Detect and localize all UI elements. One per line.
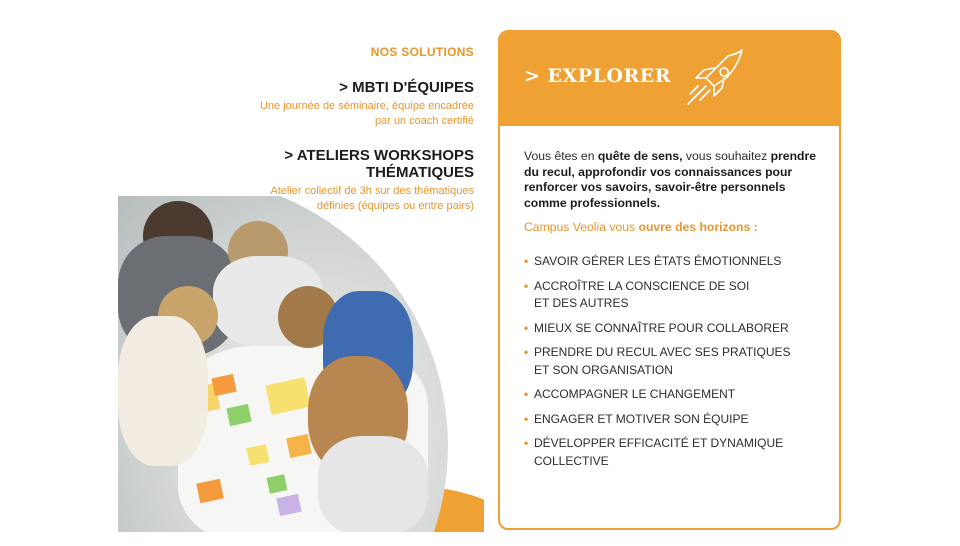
theme-line: ACCROÎTRE LA CONSCIENCE DE SOI — [534, 278, 750, 293]
solution-mbti — [114, 79, 474, 129]
card-header — [500, 32, 839, 126]
list-item — [524, 344, 824, 379]
bullet-icon: • — [524, 345, 529, 359]
theme-line: ET SON ORGANISATION — [534, 362, 673, 377]
theme-line: ACCOMPAGNER LE CHANGEMENT — [534, 387, 736, 401]
intro-text: vous souhaitez — [682, 149, 771, 163]
solutions-eyebrow: NOS SOLUTIONS — [370, 45, 474, 59]
theme-line: PRENDRE DU RECUL AVEC SES PRATIQUES — [534, 345, 791, 359]
solution-desc-line: Atelier collectif de 3h sur des thématiques — [270, 185, 474, 197]
list-item — [524, 435, 824, 470]
list-item — [524, 411, 824, 429]
solution-desc-line: par un coach certifié — [374, 115, 474, 127]
solution-title-line: > ATELIERS WORKSHOPS — [284, 147, 474, 164]
list-item — [524, 253, 824, 271]
list-item — [524, 278, 824, 313]
campus-bold: ouvre des horizons : — [638, 220, 758, 234]
theme-line: COLLECTIVE — [534, 453, 609, 468]
theme-line: DÉVELOPPER EFFICACITÉ ET DYNAMIQUE — [534, 436, 784, 450]
theme-line: MIEUX SE CONNAÎTRE POUR COLLABORER — [534, 320, 789, 335]
bullet-icon: • — [524, 254, 529, 268]
bullet-icon: • — [524, 320, 529, 335]
card-title: > EXPLORER — [524, 65, 672, 87]
themes-list — [524, 253, 824, 470]
bullet-icon: • — [524, 278, 529, 293]
solution-title — [114, 147, 474, 181]
card-body — [524, 149, 824, 477]
list-item — [524, 386, 824, 404]
intro-text: Vous êtes en — [524, 149, 598, 163]
intro-paragraph — [524, 149, 824, 211]
rocket-icon — [680, 46, 746, 112]
theme-line: SAVOIR GÉRER LES ÉTATS ÉMOTIONNELS — [534, 254, 782, 268]
intro-bold: quête de sens, — [597, 149, 683, 163]
intro-bold: prendre du recul, approfondir vos connaissances pour renforcer vos savoirs, savoir-être personnels comme professionnels. — [524, 149, 816, 210]
team-photo — [118, 196, 484, 532]
solution-title: > MBTI D'ÉQUIPES — [339, 79, 474, 96]
bullet-icon: • — [524, 436, 529, 450]
solution-title-line: THÉMATIQUES — [365, 164, 474, 181]
solution-desc-line: Une journée de séminaire, équipe encadrée — [259, 100, 474, 112]
campus-line — [524, 220, 824, 235]
list-item — [524, 320, 824, 338]
solution-description — [114, 99, 474, 129]
explorer-card — [498, 30, 841, 530]
bullet-icon: • — [524, 411, 529, 426]
campus-prefix: Campus Veolia vous — [524, 220, 639, 234]
solution-desc-line: définies (équipes ou entre pairs) — [316, 200, 474, 212]
theme-line: ET DES AUTRES — [534, 296, 629, 310]
bullet-icon: • — [524, 387, 529, 401]
theme-line: ENGAGER ET MOTIVER SON ÉQUIPE — [534, 411, 749, 426]
photo-image — [118, 196, 484, 532]
